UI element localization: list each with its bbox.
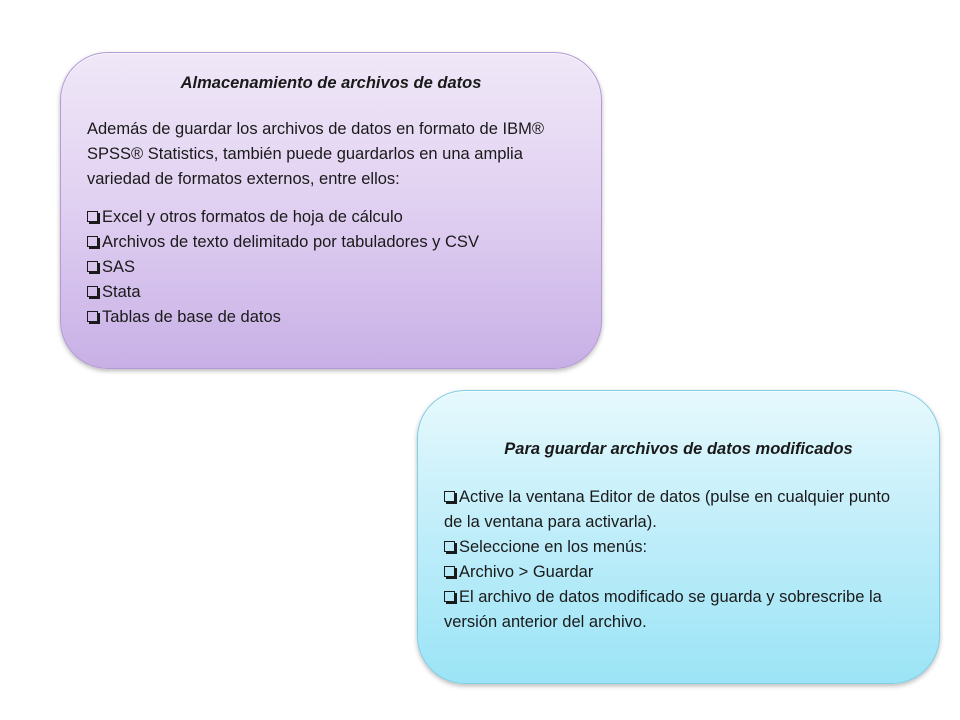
list-item: Archivos de texto delimitado por tabuladores y CSV (87, 230, 575, 255)
checkbox-bullet-icon (444, 591, 455, 602)
list-item: El archivo de datos modificado se guarda y sobrescribe la versión anterior del archivo. (444, 588, 882, 631)
storage-formats-title: Almacenamiento de archivos de datos (180, 74, 482, 92)
checkbox-bullet-icon (444, 541, 455, 552)
save-modified-box (417, 390, 940, 684)
checkbox-bullet-icon (87, 311, 98, 322)
save-steps-list (444, 485, 913, 635)
checkbox-bullet-icon (87, 236, 98, 247)
list-item: Excel y otros formatos de hoja de cálculo (87, 205, 575, 230)
save-modified-title: Para guardar archivos de datos modificados (504, 440, 853, 458)
list-item: SAS (87, 255, 575, 280)
list-item: Stata (87, 280, 575, 305)
checkbox-bullet-icon (444, 491, 455, 502)
storage-formats-list (87, 205, 575, 330)
storage-formats-description: Además de guardar los archivos de datos en formato de IBM® SPSS® Statistics, también puede guardarlos en una amplia variedad de formatos externos, entre ellos: (87, 120, 544, 188)
checkbox-bullet-icon (87, 286, 98, 297)
checkbox-bullet-icon (444, 566, 455, 577)
checkbox-bullet-icon (87, 261, 98, 272)
list-item: Seleccione en los menús: (444, 535, 913, 560)
list-item: Tablas de base de datos (87, 305, 575, 330)
checkbox-bullet-icon (87, 211, 98, 222)
list-item: Archivo > Guardar (444, 560, 913, 585)
list-item: Active la ventana Editor de datos (pulse en cualquier punto de la ventana para activarla). (444, 488, 891, 531)
storage-formats-box (60, 52, 602, 369)
